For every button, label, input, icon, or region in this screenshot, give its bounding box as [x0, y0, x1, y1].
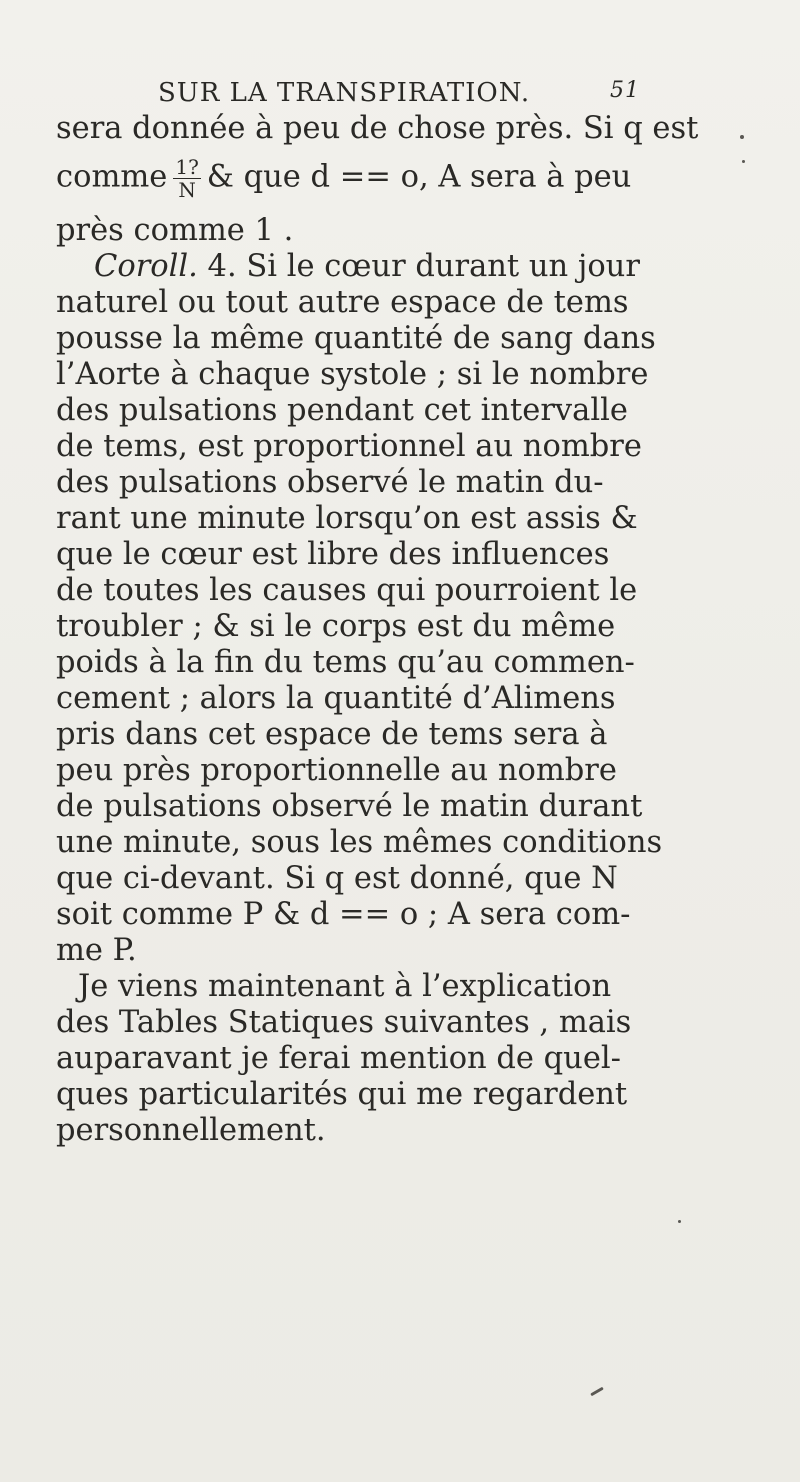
fraction-denominator: N: [178, 178, 196, 202]
text-line: peu près proportionnelle au nombre: [56, 753, 617, 788]
text-line: ques particularités qui me regardent: [56, 1077, 628, 1112]
running-title: SUR LA TRANSPIRATION.: [158, 78, 531, 108]
text-line-paragraph-start: Je viens maintenant à l’explication: [78, 969, 612, 1004]
text-line: de pulsations observé le matin durant: [56, 789, 643, 824]
running-header: [158, 78, 638, 108]
text-line: naturel ou tout autre espace de tems: [56, 285, 629, 320]
paper-speck: [678, 1220, 681, 1223]
text-line: sera donnée à peu de chose près. Si q est: [56, 111, 699, 146]
text-line: soit comme P & d == o ; A sera com-: [56, 897, 631, 932]
paper-speck: [742, 160, 745, 163]
text-line: des pulsations observé le matin du-: [56, 465, 604, 500]
text-line: troubler ; & si le corps est du même: [56, 609, 616, 644]
text-line: pris dans cet espace de tems sera à: [56, 717, 608, 752]
text-line: que ci-devant. Si q est donné, que N: [56, 861, 618, 896]
text-line-fraction: [56, 156, 631, 201]
fraction: [173, 156, 200, 201]
text-line: me P.: [56, 933, 137, 968]
fraction-numerator: 1?: [175, 155, 199, 179]
text-line: personnellement.: [56, 1113, 326, 1148]
text-line: des pulsations pendant cet intervalle: [56, 393, 628, 428]
text-line: pousse la même quantité de sang dans: [56, 321, 656, 356]
text-line: de toutes les causes qui pourroient le: [56, 573, 638, 608]
text-line: poids à la fin du tems qu’au commen-: [56, 645, 635, 680]
text-line-corollary: Coroll. 4. Si le cœur durant un jour: [94, 249, 640, 284]
text-line: près comme 1 .: [56, 213, 294, 248]
fraction-prefix: comme: [56, 159, 168, 195]
paper-speck: [590, 1387, 604, 1397]
text-line: de tems, est proportionnel au nombre: [56, 429, 642, 464]
text-line: une minute, sous les mêmes conditions: [56, 825, 663, 860]
corollary-label: Coroll.: [94, 249, 198, 284]
text-line: l’Aorte à chaque systole ; si le nombre: [56, 357, 649, 392]
page-number: 51: [610, 78, 640, 103]
text-line: auparavant je ferai mention de quel-: [56, 1041, 621, 1076]
text-line: rant une minute lorsqu’on est assis &: [56, 501, 638, 536]
text-line: des Tables Statiques suivantes , mais: [56, 1005, 632, 1040]
text-line-rest: & que d == o, A sera à peu: [206, 159, 632, 195]
text-line: que le cœur est libre des influences: [56, 537, 610, 572]
text-line: cement ; alors la quantité d’Alimens: [56, 681, 616, 716]
paper-speck: [740, 135, 744, 139]
